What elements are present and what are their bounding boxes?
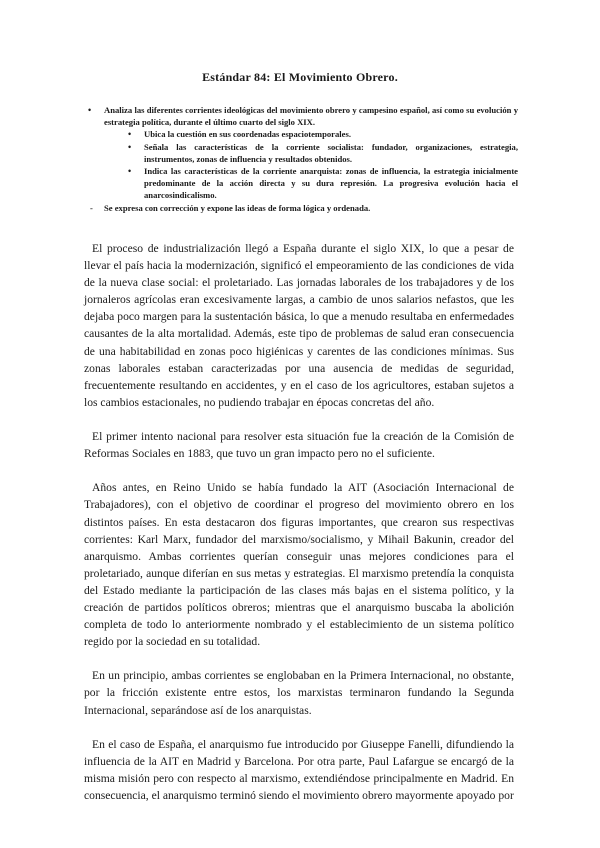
standards-list: [88, 104, 518, 214]
page-title: Estándar 84: El Movimiento Obrero.: [202, 70, 398, 84]
standard-subitem-3: [88, 165, 518, 202]
bullet-icon: •: [128, 141, 132, 152]
standard-item-1: [88, 104, 518, 128]
standard-subitem-2-text: Señala las características de la corriente socialista: fundador, organizaciones, estrategia, instrumentos, zonas de influencia y resultados obtenidos.: [144, 141, 518, 164]
standard-item-1-text: Analiza las diferentes corrientes ideológicas del movimiento obrero y campesino español, así como su evolución y estrategia política, durante el último cuarto del siglo XIX.: [104, 105, 518, 128]
standard-subitem-2: [88, 141, 518, 165]
standard-item-2: [88, 202, 518, 214]
standard-subitem-1: [88, 128, 518, 140]
dash-marker: -: [90, 202, 93, 213]
bullet-icon: •: [128, 129, 132, 140]
paragraph-2: El primer intento nacional para resolver esta situación fue la creación de la Comisión de Reformas Sociales en 1883, que tuvo un gran impacto pero no el suficiente.: [84, 430, 514, 461]
paragraph-1: El proceso de industrialización llegó a España durante el siglo XIX, lo que a pesar de llevar el país hacia la modernización, significó el empeoramiento de las condiciones de vida de la nueva clase social: el proletariado. Las jornadas laborales de los trabajadores y de los jornaleros agrícolas eran excesivamente largas, a cambio de unos salarios nefastos, que les dejaba poco margen para la sustentación básica, lo que a menudo resultaba en enfermedades causantes de la alta mortalidad. Además, este tipo de problemas de salud eran consecuencia de una habitabilidad en zonas poco higiénicas y carentes de las condiciones mínimas. Sus zonas laborales estaban caracterizadas por una ausencia de medidas de seguridad, frecuentemente resultando en accidentes, y en el caso de los agricultores, estaban sujetos a los cambios estacionales, no pudiendo trabajar en épocas concretas del año.: [84, 242, 514, 409]
standard-item-2-text: Se expresa con corrección y expone las ideas de forma lógica y ordenada.: [104, 202, 371, 213]
bullet-icon: •: [128, 166, 132, 177]
essay-body: [84, 240, 514, 821]
paragraph-3: Años antes, en Reino Unido se había fundado la AIT (Asociación Internacional de Trabajadores), con el objetivo de coordinar el progreso del movimiento obrero en los distintos países. En esta destacaron dos figuras importantes, que crearon sus respectivas corrientes: Karl Marx, fundador del marxismo/socialismo, y Mihail Bakunin, creador del anarquismo. Ambas corrientes querían conseguir unas mejores condiciones para el proletariado, aunque diferían en sus metas y estrategias. El marxismo pretendía la conquista del Estado mediante la participación de las clases más bajas en el sistema político, y la creación de partidos políticos obreros; mientras que el anarquismo buscaba la abolición completa de todo lo anteriormente nombrado y el establecimiento de un sistema político regido por la sociedad en su totalidad.: [84, 481, 514, 649]
paragraph-4: En un principio, ambas corrientes se englobaban en la Primera Internacional, no obstante, por la fricción existente entre estos, los marxistas terminaron fundando la Segunda Internacional, separándose así de los anarquistas.: [84, 669, 514, 717]
standard-subitem-1-text: Ubica la cuestión en sus coordenadas espaciotemporales.: [144, 129, 351, 140]
paragraph-5: En el caso de España, el anarquismo fue introducido por Giuseppe Fanelli, difundiendo la influencia de la AIT en Madrid y Barcelona. Por otra parte, Paul Lafargue se encargó de la misma misión pero con respecto al marxismo, extendiéndose principalmente en Madrid. En consecuencia, el anarquismo terminó siendo el movimiento obrero mayormente apoyado por: [84, 737, 514, 802]
standard-subitem-3-text: Indica las características de la corriente anarquista: zonas de influencia, la estrategia inicialmente predominante de la acción directa y su dura represión. La progresiva evolución hacia el anarcosindicalismo.: [144, 166, 518, 201]
